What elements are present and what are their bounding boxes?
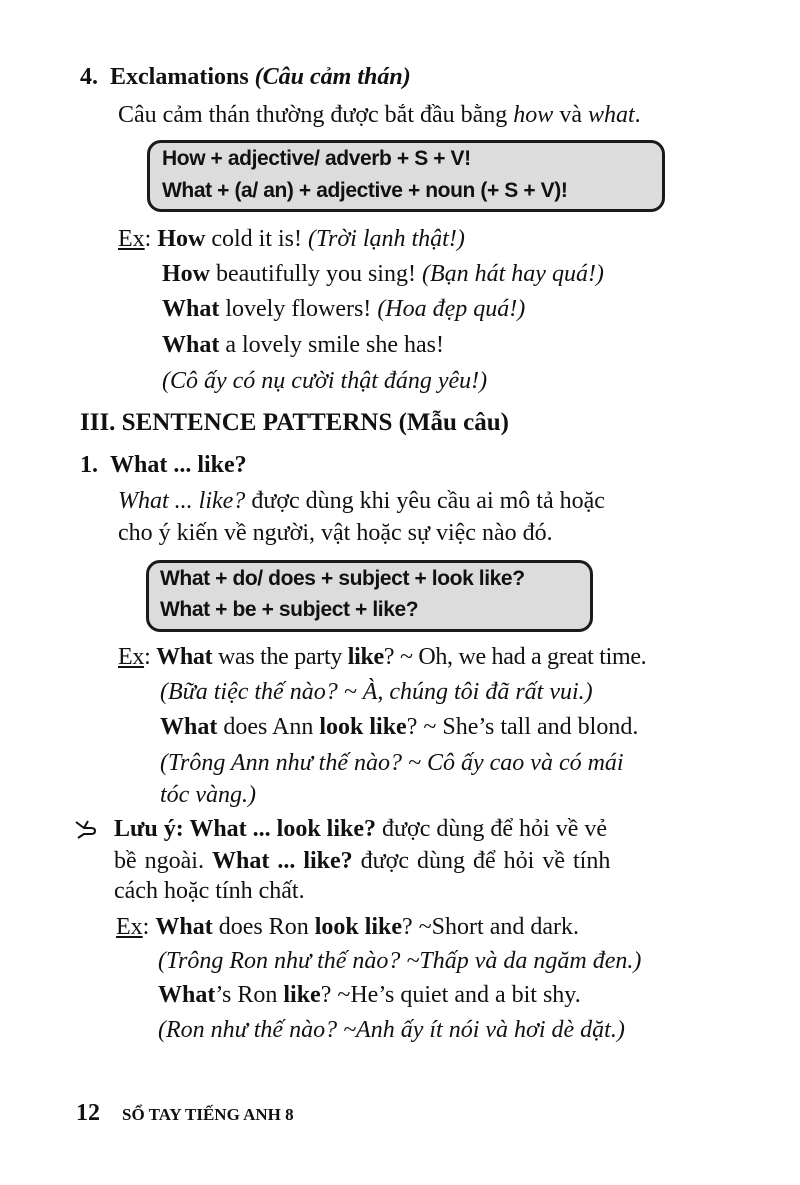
example-colon: : [144, 226, 152, 252]
desc-text: Câu cảm thán thường được bắt đầu bằng [118, 102, 514, 128]
section-title-vi: (Câu cảm thán) [254, 64, 411, 90]
example-keyword: How [162, 261, 210, 287]
example-translation: (Bạn hát hay quá!) [421, 261, 604, 287]
example-text: ? ~ Oh, we had a great time. [383, 644, 647, 670]
note-label: Lưu ý [114, 816, 176, 842]
desc-keyword-how: how [513, 102, 554, 128]
example-keyword: What [162, 332, 220, 358]
example-text: a lovely smile she has! [219, 332, 444, 358]
example-text: ? ~He’s quiet and a bit shy. [320, 982, 581, 1008]
example-translation: tóc vàng.) [160, 782, 256, 808]
example-line [162, 330, 444, 360]
example-text: beautifully you sing! [210, 261, 422, 287]
example-colon: : [142, 914, 150, 940]
note-line: cách hoặc tính chất. [114, 878, 305, 904]
example-text: does Ron [212, 914, 315, 940]
example-translation: (Bữa tiệc thế nào? ~ À, chúng tôi đã rất vui.) [160, 679, 593, 705]
example-line [158, 980, 581, 1010]
example-keyword: look like [319, 714, 407, 740]
example-translation: (Trời lạnh thật!) [308, 226, 465, 252]
section-title: Exclamations [110, 64, 249, 90]
note-text: bề ngoài. [114, 848, 212, 874]
note-colon: : [175, 816, 190, 842]
example-translation: (Hoa đẹp quá!) [377, 296, 526, 322]
example-line [118, 224, 465, 254]
example-text: ? ~Short and dark. [402, 914, 579, 940]
example-line [162, 259, 604, 289]
subsection-number: 1. [80, 452, 98, 478]
example-text: lovely flowers! [219, 296, 378, 322]
section-heading-exclamations [80, 62, 411, 92]
section-heading-sentence-patterns [80, 408, 509, 438]
subsection-heading-what-like [80, 450, 247, 480]
book-title: SỔ TAY TIẾNG ANH 8 [122, 1105, 294, 1124]
example-text: ? ~ She’s tall and blond. [406, 714, 639, 740]
subsection-title: What ... like? [110, 452, 247, 478]
formula-line: What + be + subject + like? [160, 598, 419, 621]
example-line [162, 294, 525, 324]
note-keyword: What ... like? [211, 848, 353, 874]
example-keyword: What [155, 914, 213, 940]
example-text: ’s Ron [215, 982, 284, 1008]
subsection-description [118, 486, 605, 516]
example-label: Ex [116, 914, 143, 940]
example-line [116, 912, 579, 942]
formula-line: What + (a/ an) + adjective + noun (+ S + V)! [162, 179, 568, 202]
example-translation: (Cô ấy có nụ cười thật đáng yêu!) [162, 368, 488, 394]
example-keyword: What [160, 714, 218, 740]
desc-text-and: và [553, 102, 588, 128]
desc-period: . [634, 102, 641, 128]
example-keyword: like [283, 982, 321, 1008]
note-line [114, 814, 607, 844]
example-text: does Ann [217, 714, 320, 740]
example-label: Ex [118, 644, 145, 670]
example-translation: (Trông Ron như thế nào? ~Thấp và da ngăm đen.) [158, 948, 642, 974]
example-colon: : [144, 644, 151, 670]
formula-line: How + adjective/ adverb + S + V! [162, 147, 471, 170]
example-keyword: What [162, 296, 220, 322]
section-title: III. SENTENCE PATTERNS [80, 409, 393, 436]
note-text: được dùng để hỏi về vẻ [376, 816, 608, 842]
desc-text: được dùng khi yêu cầu ai mô tả hoặc [245, 488, 605, 514]
example-label: Ex [118, 226, 145, 252]
formula-line: What + do/ does + subject + look like? [160, 567, 525, 590]
example-translation: (Ron như thế nào? ~Anh ấy ít nói và hơi dè dặt.) [158, 1017, 625, 1043]
page-footer [76, 1098, 294, 1130]
example-translation: (Trông Ann như thế nào? ~ Cô ấy cao và có mái [160, 750, 624, 776]
page-number: 12 [76, 1100, 100, 1126]
note-text: được dùng để hỏi về tính [352, 848, 611, 874]
example-keyword: How [157, 226, 206, 252]
note-keyword: What ... look like? [189, 816, 377, 842]
example-line [118, 642, 646, 672]
example-text: was the party [212, 644, 348, 670]
example-keyword: What [158, 982, 216, 1008]
desc-keyword-what: what [587, 102, 635, 128]
note-line [114, 846, 610, 876]
example-keyword: What [156, 644, 213, 670]
example-keyword: like [347, 644, 384, 670]
section-description [118, 100, 641, 130]
example-keyword: look like [314, 914, 403, 940]
section-title-vi: (Mẫu câu) [398, 409, 510, 436]
example-line [160, 712, 638, 742]
section-number: 4. [80, 64, 98, 90]
desc-keyword: What ... like? [118, 488, 246, 514]
subsection-description: cho ý kiến về người, vật hoặc sự việc nào đó. [118, 520, 553, 546]
pointing-hand-icon [74, 818, 100, 840]
example-text: cold it is! [205, 226, 308, 252]
